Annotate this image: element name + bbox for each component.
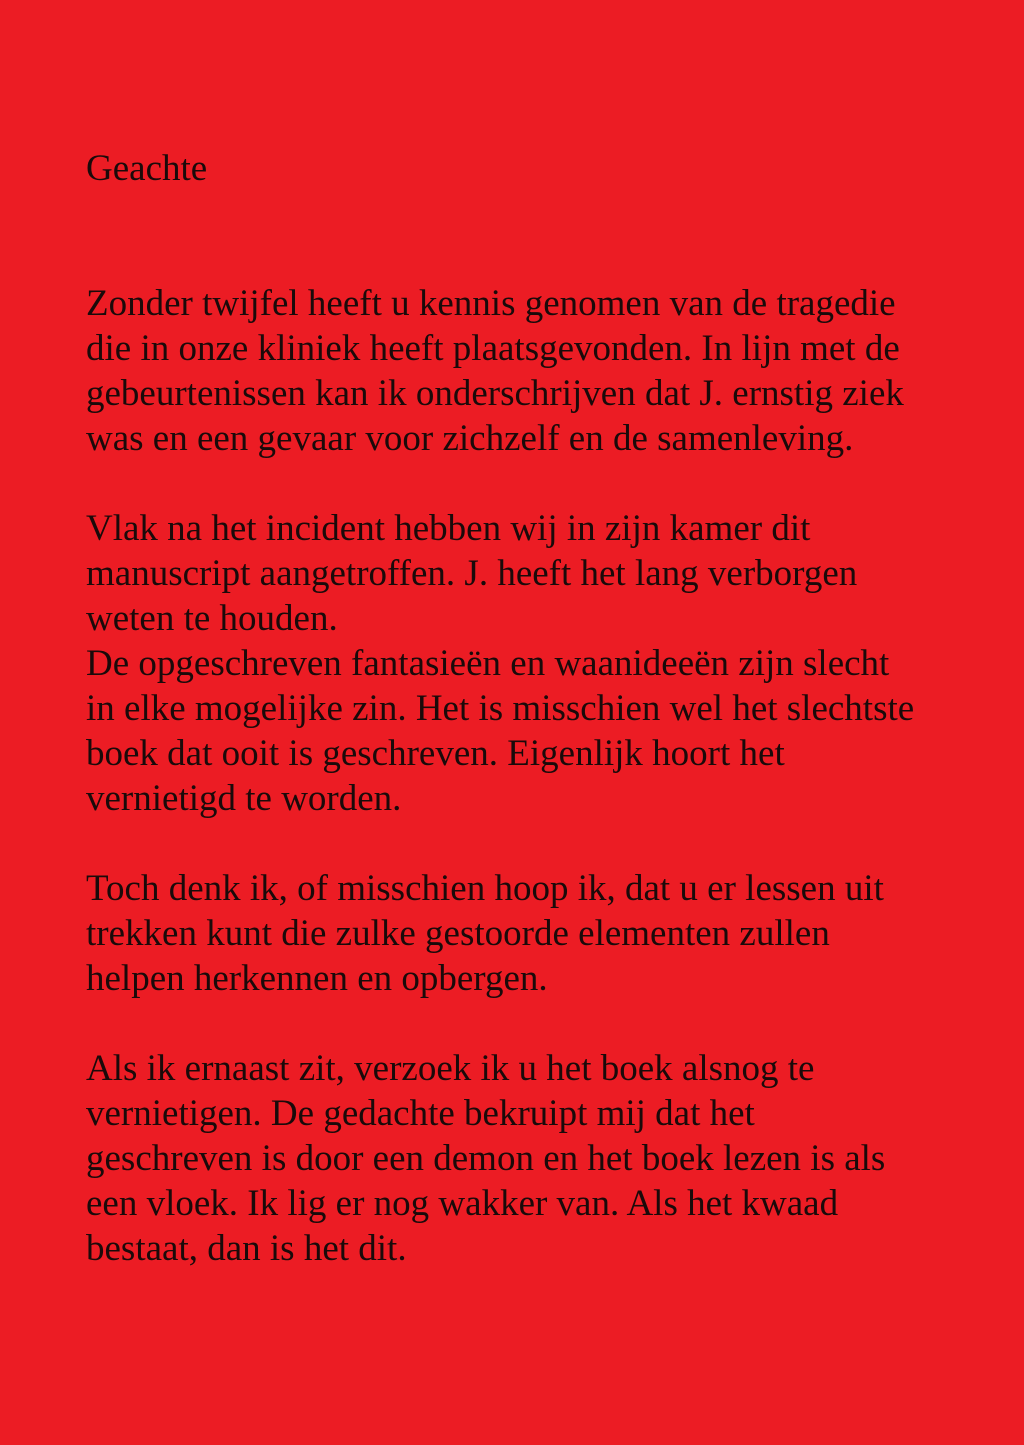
paragraph-2-line-3: weten te houden. — [86, 598, 338, 639]
paragraph-3-line-1: Toch denk ik, of misschien hoop ik, dat u er lessen uit — [86, 868, 884, 909]
paragraph-1-line-4: was en een gevaar voor zichzelf en de samenleving. — [86, 418, 854, 459]
paragraph-4-line-4: een vloek. Ik lig er nog wakker van. Als het kwaad — [86, 1183, 839, 1224]
paragraph-1-line-2: die in onze kliniek heeft plaatsgevonden. In lijn met de — [86, 328, 900, 369]
paragraph-1-line-3: gebeurtenissen kan ik onderschrijven dat J. ernstig ziek — [86, 373, 904, 414]
paragraph-spacer — [86, 461, 986, 506]
paragraph-2-line-6: boek dat ooit is geschreven. Eigenlijk hoort het — [86, 733, 785, 774]
paragraph-3-line-3: helpen herkennen en opbergen. — [86, 958, 548, 999]
paragraph-2-line-2: manuscript aangetroffen. J. heeft het lang verborgen — [86, 553, 858, 594]
paragraph-2-line-7: vernietigd te worden. — [86, 778, 402, 819]
paragraph-1 — [86, 281, 986, 461]
paragraph-1-line-1: Zonder twijfel heeft u kennis genomen van de tragedie — [86, 283, 896, 324]
paragraph-spacer — [86, 821, 986, 866]
paragraph-2-line-4: De opgeschreven fantasieën en waanideeën zijn slecht — [86, 643, 890, 684]
paragraph-4-line-1: Als ik ernaast zit, verzoek ik u het boek alsnog te — [86, 1048, 815, 1089]
paragraph-2-line-1: Vlak na het incident hebben wij in zijn kamer dit — [86, 508, 811, 549]
salutation: Geachte — [86, 148, 208, 189]
paragraph-3 — [86, 866, 986, 1001]
paragraph-2 — [86, 506, 986, 821]
paragraph-spacer — [86, 1001, 986, 1046]
paragraph-2-line-5: in elke mogelijke zin. Het is misschien wel het slechtste — [86, 688, 915, 729]
paragraph-4-line-3: geschreven is door een demon en het boek lezen is als — [86, 1138, 886, 1179]
letter-body — [86, 281, 986, 1271]
paragraph-4-line-5: bestaat, dan is het dit. — [86, 1228, 407, 1269]
paragraph-4 — [86, 1046, 986, 1271]
paragraph-3-line-2: trekken kunt die zulke gestoorde elementen zullen — [86, 913, 830, 954]
paragraph-4-line-2: vernietigen. De gedachte bekruipt mij dat het — [86, 1093, 755, 1134]
